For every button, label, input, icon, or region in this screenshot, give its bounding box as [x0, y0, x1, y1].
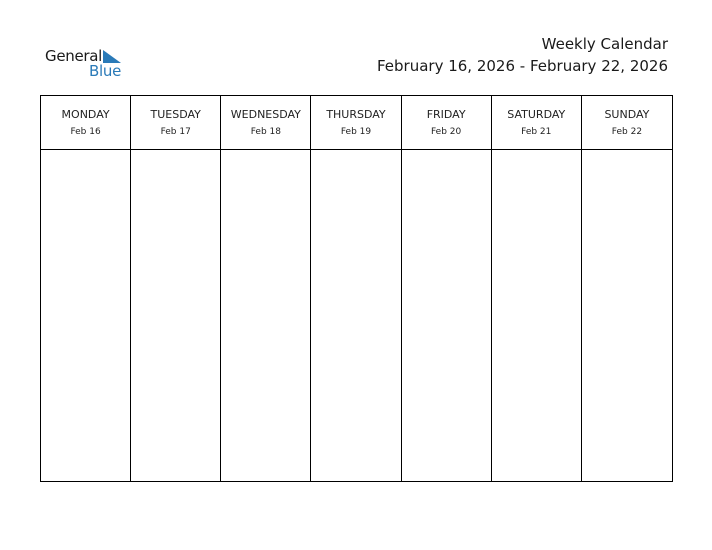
day-cell: [311, 150, 400, 481]
day-column-thursday: [311, 96, 401, 481]
day-column-monday: [41, 96, 131, 481]
day-date: Feb 21: [521, 127, 552, 137]
day-column-saturday: [492, 96, 582, 481]
day-column-wednesday: [221, 96, 311, 481]
day-header: [131, 96, 220, 150]
day-column-sunday: [582, 96, 672, 481]
day-name: SATURDAY: [507, 108, 566, 121]
day-date: Feb 17: [160, 127, 191, 137]
day-date: Feb 22: [611, 127, 643, 137]
day-date: Feb 19: [340, 127, 372, 137]
day-name: SUNDAY: [604, 108, 650, 121]
day-name: MONDAY: [61, 108, 110, 121]
day-name: WEDNESDAY: [230, 108, 301, 121]
day-header: [492, 96, 581, 150]
day-header: [221, 96, 310, 150]
day-cell: [41, 150, 130, 481]
day-name: FRIDAY: [426, 108, 466, 121]
day-name: THURSDAY: [326, 108, 386, 121]
day-column-friday: [402, 96, 492, 481]
page-title: Weekly Calendar: [541, 35, 668, 53]
logo-text-general: General: [45, 47, 103, 65]
day-header: [41, 96, 130, 150]
date-range: February 16, 2026 - February 22, 2026: [376, 57, 668, 75]
day-cell: [402, 150, 491, 481]
generalblue-logo: [45, 47, 125, 81]
day-date: Feb 18: [250, 127, 281, 137]
logo-text-blue: Blue: [89, 62, 121, 80]
day-name: TUESDAY: [150, 108, 201, 121]
weekly-calendar-grid: [40, 95, 673, 482]
day-column-tuesday: [131, 96, 221, 481]
day-cell: [131, 150, 220, 481]
day-cell: [221, 150, 310, 481]
day-cell: [492, 150, 581, 481]
day-header: [402, 96, 491, 150]
day-date: Feb 16: [70, 127, 101, 137]
day-cell: [582, 150, 672, 481]
day-date: Feb 20: [431, 127, 462, 137]
day-header: [311, 96, 400, 150]
day-header: [582, 96, 672, 150]
